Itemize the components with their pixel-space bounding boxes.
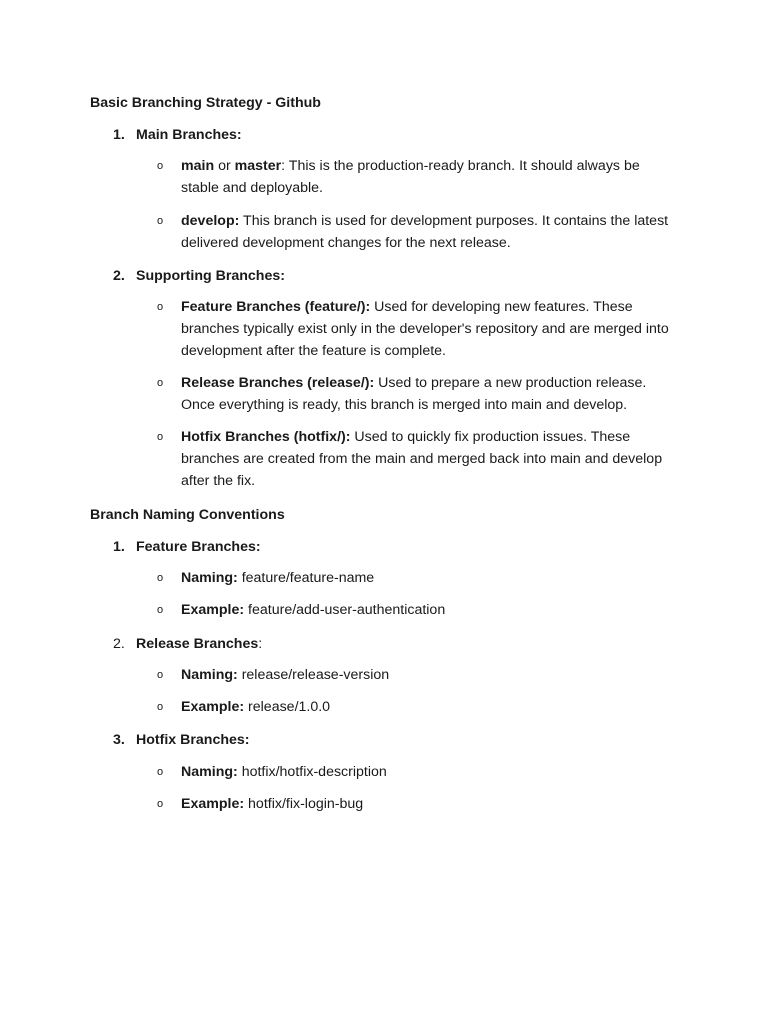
list-label: Feature Branches: xyxy=(136,539,261,555)
list-item-text xyxy=(181,567,681,589)
list-item-text xyxy=(181,426,681,492)
term: main xyxy=(181,158,215,174)
description: release/1.0.0 xyxy=(244,699,331,715)
list-item-text xyxy=(181,210,681,254)
list-item-text xyxy=(181,664,681,686)
term: Example: xyxy=(181,699,245,715)
term: master xyxy=(234,158,282,174)
list-number: 1. xyxy=(113,539,125,555)
list-label: Release Branches xyxy=(136,636,259,652)
label-suffix: : xyxy=(258,636,263,652)
list-item-text xyxy=(181,372,681,416)
description: Used for developing new features. These branches typically exist only in the developer's repository and are merged into development after the feature is complete. xyxy=(181,299,669,359)
bullet-marker: o xyxy=(157,160,164,172)
term: Naming: xyxy=(181,667,238,683)
description: : This is the production-ready branch. It should always be stable and deployable. xyxy=(181,158,640,196)
list-item-text xyxy=(181,155,681,199)
term: Release Branches (release/): xyxy=(181,375,375,391)
bullet-marker: o xyxy=(157,766,164,778)
term: Naming: xyxy=(181,764,238,780)
list-number: 2. xyxy=(113,636,125,652)
list-number: 3. xyxy=(113,732,125,748)
description: hotfix/hotfix-description xyxy=(237,764,387,780)
term: develop: xyxy=(181,213,240,229)
description: feature/feature-name xyxy=(237,570,375,586)
list-item-text xyxy=(181,761,681,783)
bullet-marker: o xyxy=(157,431,164,443)
description: release/release-version xyxy=(237,667,390,683)
description: feature/add-user-authentication xyxy=(244,602,446,618)
list-number: 1. xyxy=(113,127,125,143)
description: This branch is used for development purposes. It contains the latest delivered development changes for the next release. xyxy=(181,213,669,251)
term: Naming: xyxy=(181,570,238,586)
list-label: Main Branches: xyxy=(136,127,242,143)
list-item-text xyxy=(181,793,681,815)
bullet-marker: o xyxy=(157,215,164,227)
page-title: Basic Branching Strategy - Github xyxy=(90,95,321,111)
term: Hotfix Branches (hotfix/): xyxy=(181,429,351,445)
list-label-wrapper xyxy=(136,635,262,653)
term: Example: xyxy=(181,796,245,812)
bullet-marker: o xyxy=(157,377,164,389)
description: Used to prepare a new production release. Once everything is ready, this branch is merged into main and develop. xyxy=(181,375,647,413)
bullet-marker: o xyxy=(157,604,164,616)
list-item-text xyxy=(181,296,681,362)
list-label: Supporting Branches: xyxy=(136,268,285,284)
naming-conventions-title: Branch Naming Conventions xyxy=(90,507,285,523)
bullet-marker: o xyxy=(157,701,164,713)
connector-text: or xyxy=(214,158,235,174)
list-item-text xyxy=(181,599,681,621)
bullet-marker: o xyxy=(157,572,164,584)
list-label: Hotfix Branches: xyxy=(136,732,250,748)
bullet-marker: o xyxy=(157,798,164,810)
term: Feature Branches (feature/): xyxy=(181,299,371,315)
term: Example: xyxy=(181,602,245,618)
list-item-text xyxy=(181,696,681,718)
description: Used to quickly fix production issues. These branches are created from the main and merged back into main and develop after the fix. xyxy=(181,429,663,489)
bullet-marker: o xyxy=(157,669,164,681)
description: hotfix/fix-login-bug xyxy=(244,796,364,812)
list-number: 2. xyxy=(113,268,125,284)
bullet-marker: o xyxy=(157,301,164,313)
